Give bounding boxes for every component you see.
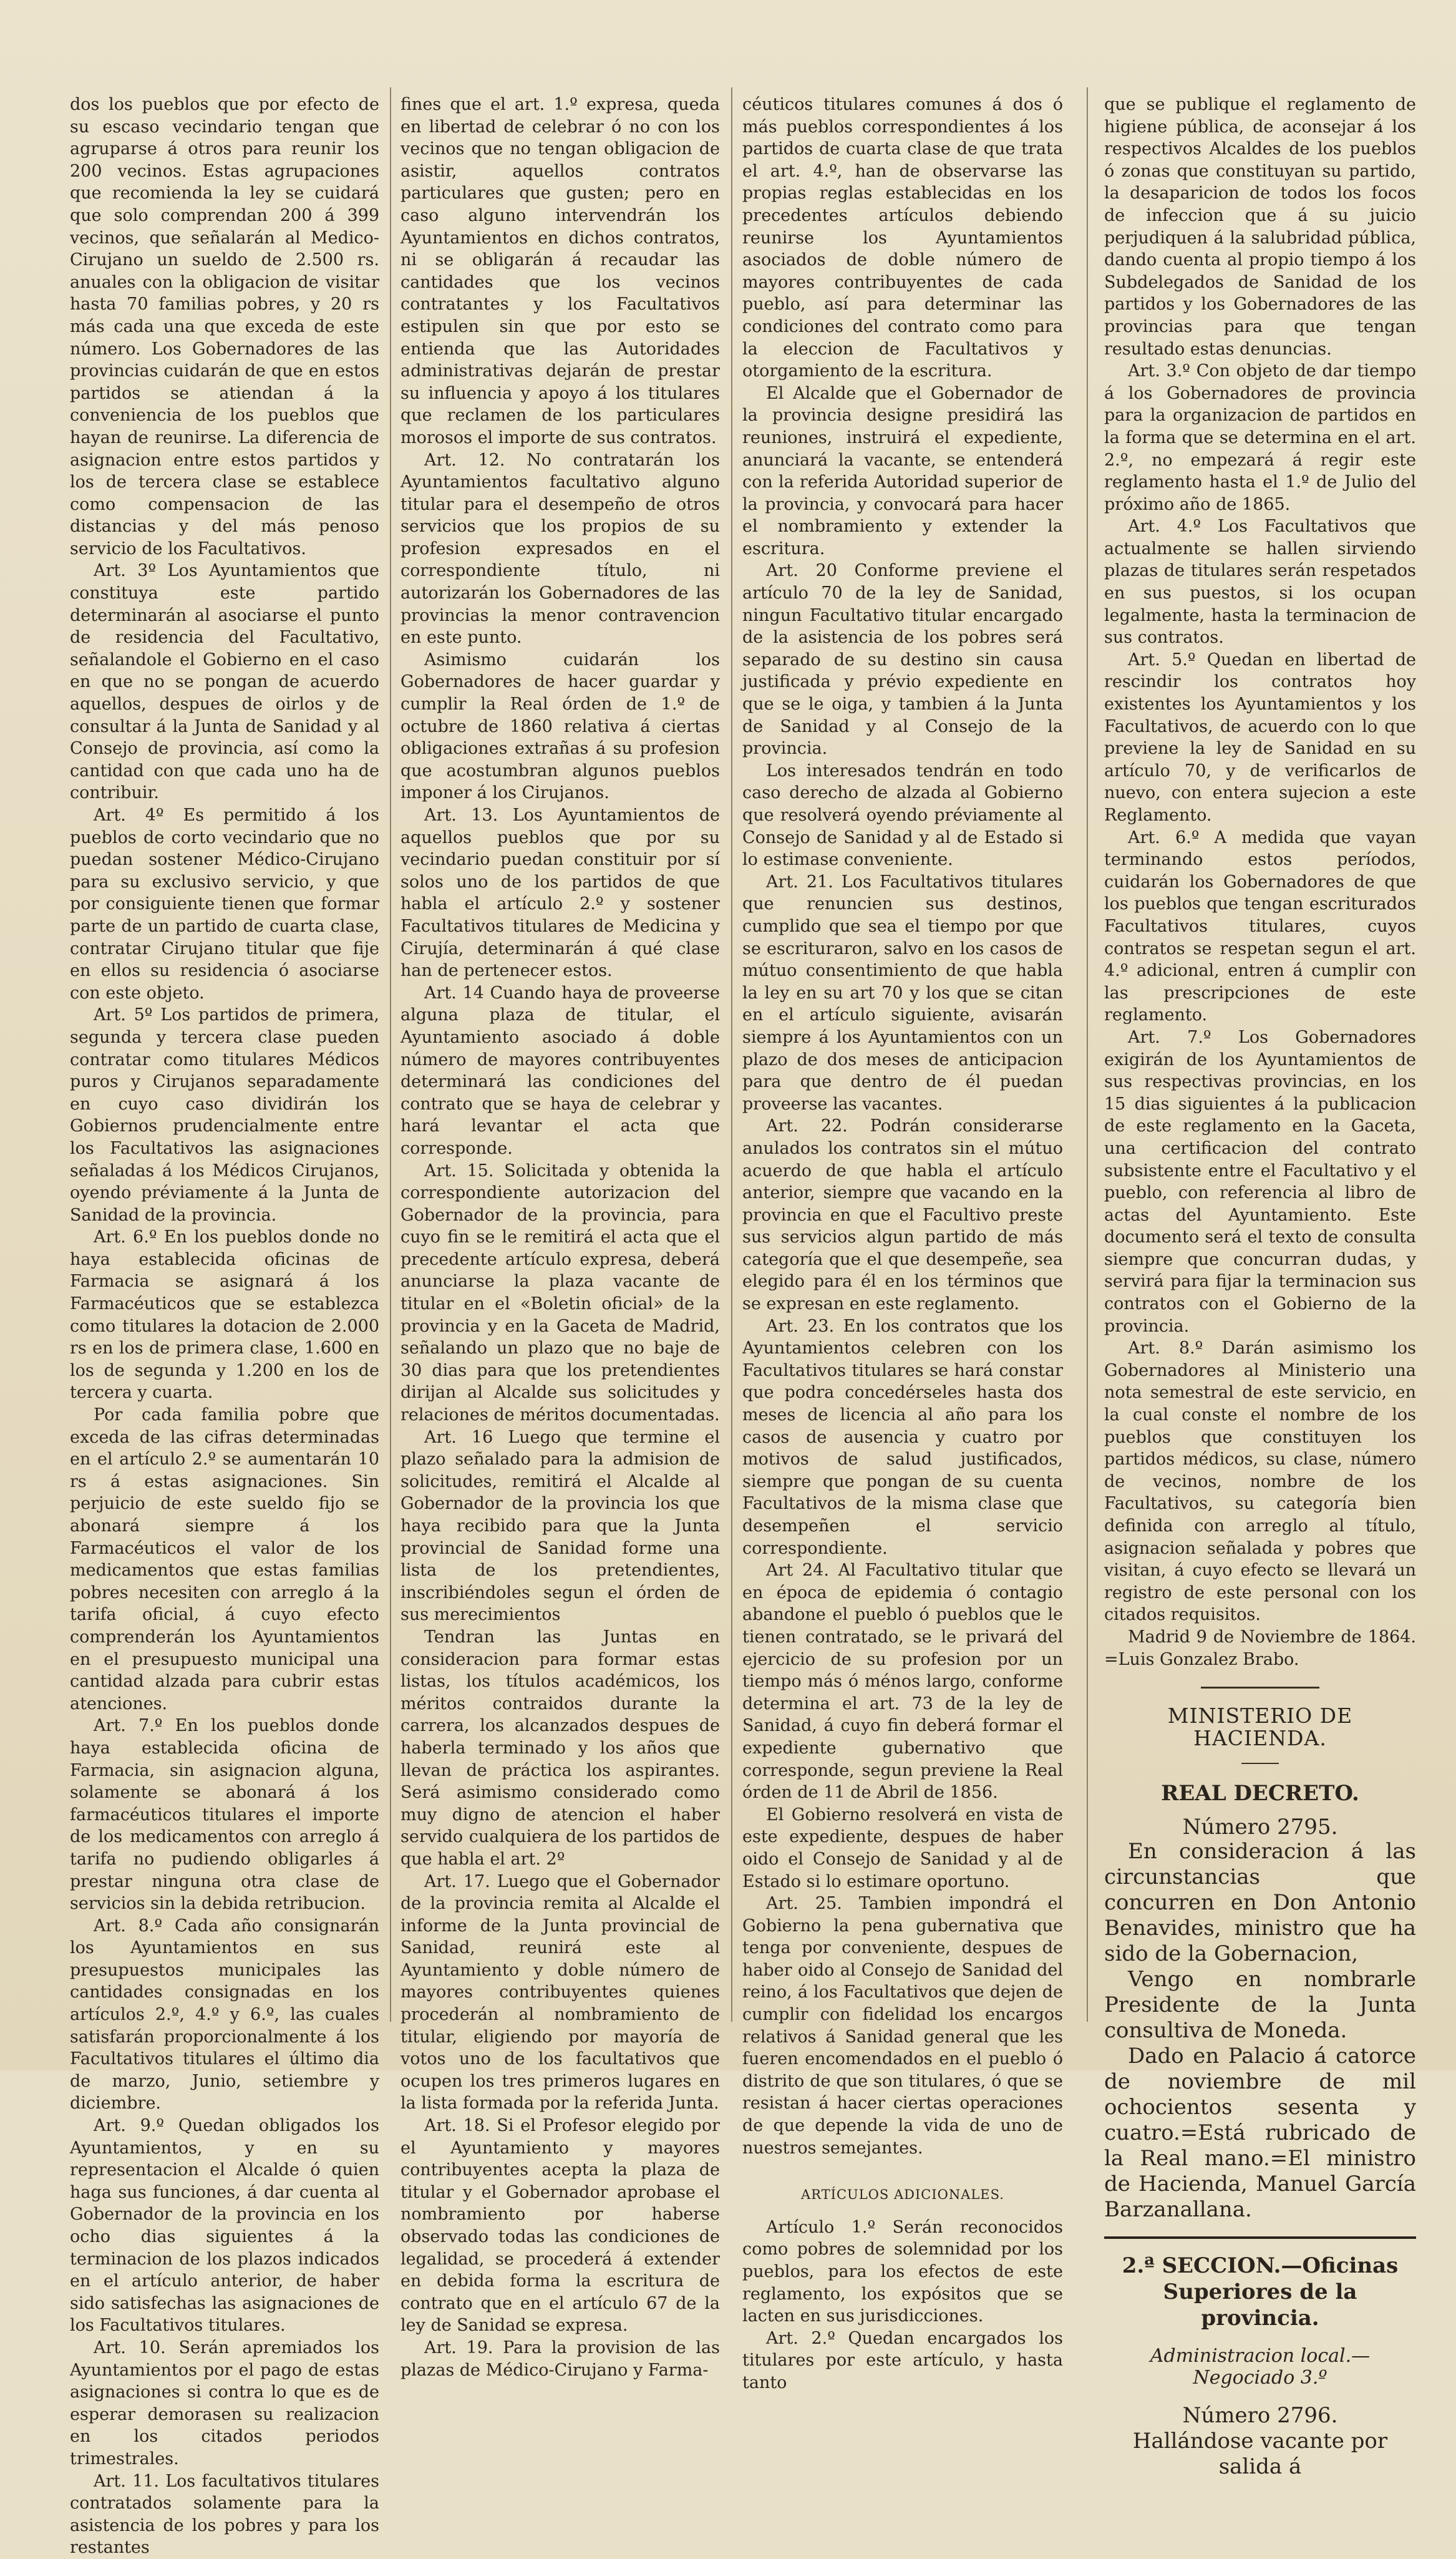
paragraph: Vengo en nombrarle Presidente de la Junta consultiva de Moneda. (1104, 1966, 1416, 2043)
subsection-heading: Administracion local.—Negociado 3.º (1150, 2344, 1371, 2389)
paragraph: Art. 23. En los contratos que los Ayuntamientos celebren con los Facultativos titulares se hará constar que podra concedérseles hasta dos meses de licencia al año para los casos de ausencia y cuatro por motivos de salud justificados, siempre que pongan de su cuenta Facultativos de la misma clase que desempeñen el servicio correspondiente. (742, 1316, 1063, 1558)
separator-rule (1241, 1763, 1279, 1764)
separator-rule (1104, 2236, 1416, 2239)
paragraph: Art. 19. Para la provision de las plazas de Médico-Cirujano y Farma- (400, 2337, 720, 2380)
paragraph: Asimismo cuidarán los Gobernadores de hacer guardar y cumplir la Real órden de 1.º de octubre de 1860 relativa á ciertas obligaciones extrañas á su profesion que acostumbran algunos pueblos imponer á los Cirujanos. (400, 650, 720, 803)
decree-body (1104, 1839, 1416, 2223)
decree-number: Número 2795. (1182, 1814, 1338, 1840)
paragraph: Art. 21. Los Facultativos titulares que renuncien sus destinos, cumplido que sea el tiempo por que se escrituraron, salvo en los casos de mútuo consentimiento de que habla la ley en su art 70 y los que se citan en el artículo siguiente, avisarán siempre á los Ayuntamientos con un plazo de dos meses de anticipacion para que dentro de él puedan proveerse las vacantes. (742, 872, 1063, 1114)
paragraph: Por cada familia pobre que exceda de las cifras determinadas en el artículo 2.º se aumentarán 10 rs á estas asignaciones. Sin perjuicio de este sueldo fijo se abonará siempre á los Farmacéuticos el valor de los medicamentos que estas familias pobres necesiten con arreglo á la tarifa oficial, á cuyo efecto comprenderán los Ayuntamientos en el presupuesto municipal una cantidad alzada para cubrir estas atenciones. (70, 1405, 379, 1713)
ministry-heading: MINISTERIO DE HACIENDA. (1167, 1704, 1353, 1750)
paragraph: Tendran las Juntas en consideracion para formar estas listas, los títulos académicos, los méritos contraidos durante la carrera, los alcanzados despues de haberla terminado y los años que llevan de práctica los aspirantes. Será asimismo considerado como muy digno de atencion el haber servido cualquiera de los partidos de que habla el art. 2º (400, 1627, 720, 1869)
paragraph: Art. 10. Serán apremiados los Ayuntamientos por el pago de estas asignaciones si contra lo que es de esperar demorasen su realizacion en los citados periodos trimestrales. (70, 2337, 379, 2469)
paragraph: El Alcalde que el Gobernador de la provincia designe presidirá las reuniones, instruirá el expediente, anunciará la vacante, se entenderá con la referida Autoridad superior de la provincia, y convocará para hacer el nombramiento y extender la escritura. (742, 383, 1063, 558)
paragraph: céuticos titulares comunes á dos ó más pueblos correspondientes á los partidos de cuarta clase de que trata el art. 4.º, han de observarse las propias reglas establecidas en los precedentes artículos debiendo reunirse los Ayuntamientos asociados de doble número de mayores contribuyentes de cada pueblo, así para determinar las condiciones del contrato como para la eleccion de Facultativos y otorgamiento de la escritura. (742, 95, 1063, 381)
paragraph: Art 24. Al Facultativo titular que en época de epidemia ó contagio abandone el pueblo ó pueblos que le tienen contratado, se le privará del ejercicio de su profesion por un tiempo más ó ménos largo, conforme determina el art. 73 de la ley de Sanidad, á cuyo fin deberá formar el expediente gubernativo que corresponde, segun previene la Real órden de 11 de Abril de 1856. (742, 1561, 1063, 1803)
paragraph: Art. 6.º A medida que vayan terminando estos períodos, cuidarán los Gobernadores de que los pueblos que tengan escriturados Facultativos titulares, cuyos contratos se respetan segun el art. 4.º adicional, entren á cumplir con las prescripciones de este reglamento. (1104, 827, 1416, 1025)
paragraph: Art. 14 Cuando haya de proveerse alguna plaza de titular, el Ayuntamiento asociado á doble número de mayores contribuyentes determinará las condiciones del contrato que se haya de celebrar y hará levantar el acta que corresponde. (400, 983, 720, 1158)
column-1 (70, 94, 379, 2559)
notice-body (1104, 2403, 1416, 2480)
section-heading-articulos-adicionales: ARTÍCULOS ADICIONALES. (801, 2187, 1004, 2203)
column-3 (742, 94, 1063, 2394)
paragraph: Art. 20 Conforme previene el artículo 70 de la ley de Sanidad, ningun Facultativo titular encargado de la asistencia de los pobres será separado de su destino sin causa justificada y prévio expediente en que se le oiga, y tambien á la Junta de Sanidad y al Consejo de la provincia. (742, 561, 1063, 759)
column-4 (1104, 94, 1416, 2480)
section-heading: 2.ª SECCION.—Oficinas Superiores de la provincia. (1122, 2253, 1399, 2331)
paragraph: Art. 7.º En los pueblos donde haya establecida oficina de Farmacia, sin asignacion alguna, solamente se abonará á los farmacéuticos titulares el importe de los medicamentos con arreglo á tarifa no pudiendo obligarles á prestar ninguna otra clase de servicios sin la debida retribucion. (70, 1716, 379, 1914)
paragraph: Art. 13. Los Ayuntamientos de aquellos pueblos que por su vecindario puedan constituir por sí solos uno de los partidos de que habla el artículo 2.º y sostener Facultativos titulares de Medicina y Cirujía, determinarán á qué clase han de pertenecer estos. (400, 806, 720, 981)
paragraph: Art. 11. Los facultativos titulares contratados solamente para la asistencia de los pobres y para los restantes (70, 2471, 379, 2558)
paragraph: Art. 15. Solicitada y obtenida la correspondiente autorizacion del Gobernador de la provincia, para cuyo fin se le remitirá el acta que el precedente artículo expresa, deberá anunciarse la plaza vacante de titular en el «Boletin oficial» de la provincia y en la Gaceta de Madrid, señalando un plazo que no baje de 30 dias para que los pretendientes dirijan al Alcalde sus solicitudes y relaciones de méritos documentadas. (400, 1161, 720, 1425)
paragraph: Los interesados tendrán en todo caso derecho de alzada al Gobierno que resolverá oyendo préviamente al Consejo de Sanidad y al de Estado si lo estimase conveniente. (742, 761, 1063, 870)
paragraph: En consideracion á las circunstancias que concurren en Don Antonio Benavides, ministro que ha sido de la Gobernacion, (1104, 1838, 1416, 1966)
notice-number: Número 2796. (1182, 2402, 1338, 2428)
paragraph: fines que el art. 1.º expresa, queda en libertad de celebrar ó no con los vecinos que no tengan obligacion de asistir, aquellos contratos particulares que gusten; pero en caso alguno intervendrán los Ayuntamientos en dichos contratos, ni se obligarán á recaudar las cantidades que los vecinos contratantes y los Facultativos estipulen sin que por esto se entienda que las Autoridades administrativas dejarán de prestar su influencia y apoyo á los titulares que reclamen de los particulares morosos el importe de sus contratos. (400, 95, 720, 447)
decree-heading: REAL DECRETO. (1161, 1781, 1359, 1806)
paragraph: Dado en Palacio á catorce de noviembre de mil ochocientos sesenta y cuatro.=Está rubricado de la Real mano.=El ministro de Hacienda, Manuel García Barzanallana. (1104, 2043, 1416, 2222)
paragraph: Art. 5.º Quedan en libertad de rescindir los contratos hoy existentes los Ayuntamientos y los Facultativos, de acuerdo con lo que previene la ley de Sanidad en su artículo 70, y de verificarlos de nuevo, con entera sujecion a este Reglamento. (1104, 650, 1416, 825)
paragraph: Art. 2.º Quedan encargados los titulares por este artículo, y hasta tanto (742, 2328, 1063, 2392)
column-2 (400, 94, 720, 2381)
paragraph: Art. 3.º Con objeto de dar tiempo á los Gobernadores de provincia para la organizacion de partidos en la forma que se determina en el art. 2.º, no empezará á regir este reglamento hasta el 1.º de Julio del próximo año de 1865. (1104, 361, 1416, 514)
column-divider (1087, 87, 1088, 2022)
paragraph: Art. 5º Los partidos de primera, segunda y tercera clase pueden contratar como titulares Médicos puros y Cirujanos separadamente en cuyo caso dividirán los Gobiernos prudencialmente entre los Facultativos las asignaciones señaladas á los Médicos Cirujanos, oyendo préviamente á la Junta de Sanidad de la provincia. (70, 1005, 379, 1225)
paragraph: Art. 25. Tambien impondrá el Gobierno la pena gubernativa que tenga por conveniente, despues de haber oido al Consejo de Sanidad del reino, á los Facultativos que dejen de cumplir con fidelidad los encargos relativos á Sanidad general que les fueren encomendados en el pueblo ó distrito de que son titulares, ó que se resistan á hacer ciertas operaciones de que depende la vida de uno de nuestros semejantes. (742, 1894, 1063, 2158)
paragraph: Art. 4.º Los Facultativos que actualmente se hallen sirviendo plazas de titulares serán respetados en sus puestos, si los ocupan legalmente, hasta la terminacion de sus contratos. (1104, 517, 1416, 648)
paragraph: Art. 16 Luego que termine el plazo señalado para la admision de solicitudes, remitirá el Alcalde al Gobernador de la provincia los que haya recibido para que la Junta provincial de Sanidad forme una lista de los pretendientes, inscribiéndoles segun el órden de sus merecimientos (400, 1427, 720, 1625)
paragraph: Art. 3º Los Ayuntamientos que constituya este partido determinarán al asociarse el punto de residencia del Facultativo, señalandole el Gobierno en el caso en que no se pongan de acuerdo aquellos, despues de oirlos y de consultar á la Junta de Sanidad y al Consejo de provincia, así como la cantidad con que cada uno ha de contribuir. (70, 561, 379, 803)
paragraph: Art. 8.º Cada año consignarán los Ayuntamientos en sus presupuestos municipales las cantidades consignadas en los artículos 2.º, 4.º y 6.º, las cuales satisfarán proporcionalmente á los Facultativos titulares el último dia de marzo, Junio, setiembre y diciembre. (70, 1916, 379, 2113)
paragraph: Artículo 1.º Serán reconocidos como pobres de solemnidad por los pueblos, para los efectos de este reglamento, los expósitos que se lacten en sus jurisdicciones. (742, 2217, 1063, 2326)
column-divider (390, 87, 391, 2022)
paragraph: El Gobierno resolverá en vista de este expediente, despues de haber oido el Consejo de Sanidad y al de Estado si lo estimare oportuno. (742, 1805, 1063, 1891)
paragraph: Art. 18. Si el Profesor elegido por el Ayuntamiento y mayores contribuyentes acepta la plaza de titular y el Gobernador aprobase el nombramiento por haberse observado todas las condiciones de legalidad, se procederá á extender en debida forma la escritura de contrato que en el artículo 67 de la ley de Sanidad se expresa. (400, 2116, 720, 2336)
signature: Madrid 9 de Noviembre de 1864. =Luis Gonzalez Brabo. (1104, 1627, 1416, 1669)
paragraph: dos los pueblos que por efecto de su escaso vecindario tengan que agruparse á otros para reunir los 200 vecinos. Estas agrupaciones que recomienda la ley se cuidará que solo comprendan 200 á 399 vecinos, que señalarán al Medico-Cirujano un sueldo de 2.500 rs. anuales con la obligacion de visitar hasta 70 familias pobres, y 20 rs más cada una que exceda de este número. Los Gobernadores de las provincias cuidarán de que en estos partidos se atiendan á la conveniencia de los pueblos que hayan de reunirse. La diferencia de asignacion entre estos partidos y los de tercera clase se establece como compensacion de las distancias y del más penoso servicio de los Facultativos. (70, 95, 379, 558)
paragraph: Art. 7.º Los Gobernadores exigirán de los Ayuntamientos de sus respectivas provincias, en los 15 dias siguientes á la publicacion de este reglamento en la Gaceta, una certificacion del contrato subsistente entre el Facultativo y el pueblo, con referencia al libro de actas del Ayuntamiento. Este documento será el texto de consulta siempre que concurran dudas, y servirá para fijar la terminacion sus contratos con el Gobierno de la provincia. (1104, 1027, 1416, 1336)
separator-rule (1201, 1687, 1319, 1689)
paragraph: Art. 9.º Quedan obligados los Ayuntamientos, y en su representacion el Alcalde ó quien haga sus funciones, á dar cuenta al Gobernador de la provincia en los ocho dias siguientes á la terminacion de los plazos indicados en el artículo anterior, de haber sido satisfechas las asignaciones de los Facultativos titulares. (70, 2116, 379, 2336)
paragraph: Art. 6.º En los pueblos donde no haya establecida oficinas de Farmacia se asignará á los Farmacéuticos que se establezca como titulares la dotacion de 2.000 rs en los de primera clase, 1.600 en los de segunda y 1.200 en los de tercera y cuarta. (70, 1227, 379, 1403)
paragraph: Hallándose vacante por salida á (1132, 2428, 1388, 2479)
paragraph: Art. 12. No contratarán los Ayuntamientos facultativo alguno titular para el desempeño de otros servicios que los propios de su profesion expresados en el correspondiente título, ni autorizarán los Gobernadores de las provincias la menor contravencion en este punto. (400, 450, 720, 648)
column-divider (731, 87, 732, 2022)
paragraph: Art. 8.º Darán asimismo los Gobernadores al Ministerio una nota semestral de este servicio, en la cual conste el nombre de los pueblos que constituyen los partidos médicos, su clase, número de vecinos, nombre de los Facultativos, su categoría bien definida con arreglo al título, asignacion señalada y pobres que visitan, á cuyo efecto se llevará un registro de este personal con los citados requisitos. (1104, 1338, 1416, 1625)
paragraph: Art. 4º Es permitido á los pueblos de corto vecindario que no puedan sostener Médico-Cirujano para su exclusivo servicio, y que por consiguiente tienen que formar parte de un partido de cuarta clase, contratar Cirujano titular que fije en ellos su residencia ó asociarse con este objeto. (70, 806, 379, 1003)
paragraph: Art. 22. Podrán considerarse anulados los contratos sin el mútuo acuerdo de que habla el artículo anterior, siempre que vacando en la provincia en que el Facultivo preste sus servicios algun partido de más categoría que el que desempeñe, sea elegido para él en los términos que se expresan en este reglamento. (742, 1116, 1063, 1314)
paragraph: que se publique el reglamento de higiene pública, de aconsejar á los respectivos Alcaldes de los pueblos ó zonas que constituyan su partido, la desaparicion de todos los focos de infeccion que á su juicio perjudiquen á la salubridad pública, dando cuenta al propio tiempo á los Subdelegados de Sanidad de los partidos y los Gobernadores de las provincias para que tengan resultado estas denuncias. (1104, 95, 1416, 359)
paragraph: Art. 17. Luego que el Gobernador de la provincia remita al Alcalde el informe de la Junta provincial de Sanidad, reunirá este al Ayuntamiento y doble número de mayores contribuyentes quienes procederán al nombramiento de titular, eligiendo por mayoría de votos uno de los facultativos que ocupen los tres primeros lugares en la lista formada por la referida Junta. (400, 1871, 720, 2113)
